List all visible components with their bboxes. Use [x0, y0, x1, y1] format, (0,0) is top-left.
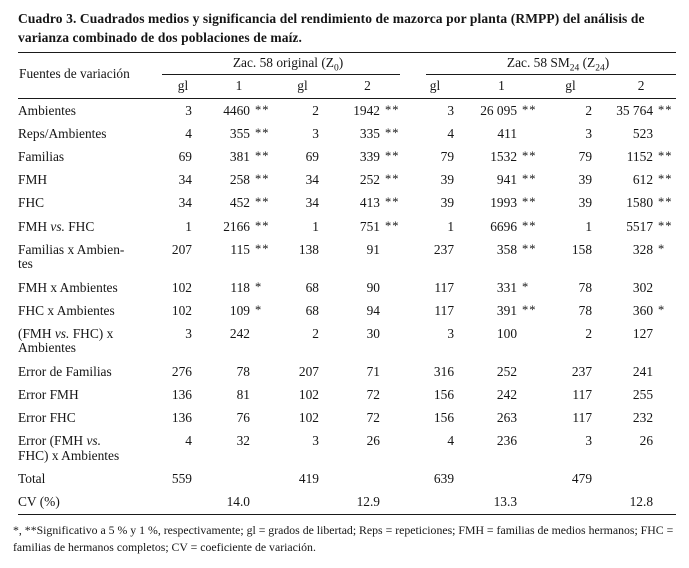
cell-sig: *: [255, 302, 263, 317]
cell-gl: 34: [178, 195, 192, 211]
cell-val: 1942: [353, 102, 380, 118]
cell-sig: [380, 276, 402, 299]
cell-val: 263: [496, 410, 518, 426]
cell-val: 71: [366, 363, 380, 379]
cell-sig: [653, 123, 676, 146]
cell-gl: 4: [185, 125, 192, 141]
subcol-gl: gl: [272, 75, 319, 99]
cell-gl: 4: [447, 433, 455, 449]
cell-sig: [517, 323, 535, 361]
cell-sig: **: [658, 102, 673, 117]
cell-gl: 1: [447, 218, 455, 234]
cell-gl: 69: [178, 148, 192, 164]
cell-val: 1152: [626, 148, 654, 164]
cell-sig: **: [658, 195, 673, 210]
cell-gl: 78: [578, 279, 593, 295]
cell-sig: [653, 323, 676, 361]
cell-sig: **: [658, 218, 673, 233]
cell-sig: [653, 430, 676, 468]
table-caption: Cuadro 3. Cuadrados medios y significancia del rendimiento de mazorca por planta (RMPP) del análisis de varianza combinado de dos poblaciones de maíz.: [18, 11, 645, 46]
cell-sig: **: [255, 195, 270, 210]
subcol-env2: 2: [592, 75, 676, 99]
cell-gl: 559: [171, 471, 192, 487]
cell-sig: [250, 491, 272, 515]
cell-sig: *: [658, 241, 666, 256]
cell-sig: *: [255, 279, 263, 294]
cell-gl: 136: [171, 386, 192, 402]
cell-gl: 39: [440, 195, 455, 211]
cell-gl: 102: [298, 386, 319, 402]
cell-gl: 639: [433, 471, 455, 487]
group-header-z24: [402, 53, 676, 76]
cell-val: 355: [229, 125, 250, 141]
cell-val: 339: [359, 148, 380, 164]
cell-val: 358: [496, 241, 518, 257]
cell-val: 612: [632, 172, 654, 188]
cell-gl: 4: [185, 433, 192, 449]
anova-table: [18, 52, 676, 515]
cell-val: 411: [497, 125, 518, 141]
cell-sig: **: [255, 172, 270, 187]
cell-sig: [380, 384, 402, 407]
row-label: FHC: [18, 195, 45, 211]
cell-val: 6696: [490, 218, 518, 234]
cell-val: 523: [632, 125, 654, 141]
cell-val: 242: [229, 325, 250, 341]
cell-gl: 117: [572, 386, 593, 402]
cell-val: 751: [359, 218, 380, 234]
cell-sig: [250, 360, 272, 383]
cell-sig: **: [385, 125, 400, 140]
cell-gl: [160, 491, 192, 515]
cell-val: 26 095: [480, 102, 518, 118]
cell-val: 12.9: [356, 494, 380, 510]
cell-sig: [517, 430, 535, 468]
table-row: [18, 238, 676, 276]
cell-sig: [517, 407, 535, 430]
cell-val: 118: [230, 279, 250, 295]
cell-sig: **: [658, 148, 673, 163]
cell-sig: **: [385, 218, 400, 233]
row-label: Error (FMH vs. FHC) x Ambientes: [18, 433, 120, 463]
cell-gl: [402, 491, 454, 515]
cell-gl: 138: [298, 241, 319, 257]
cell-val: 30: [366, 325, 380, 341]
cell-val: 32: [236, 433, 250, 449]
subcol-gl: gl: [160, 75, 192, 99]
cell-gl: 68: [305, 302, 319, 318]
cell-gl: 39: [578, 172, 593, 188]
row-label: Reps/Ambientes: [18, 125, 107, 141]
cell-val: 232: [632, 410, 654, 426]
row-label: Error de Familias: [18, 363, 112, 379]
cell-val: 335: [359, 125, 380, 141]
cell-gl: 79: [440, 148, 455, 164]
cell-gl: 207: [298, 363, 319, 379]
cell-val: 1580: [626, 195, 654, 211]
cell-sig: **: [522, 148, 537, 163]
cell-sig: [380, 430, 402, 468]
cell-gl: 117: [572, 410, 593, 426]
cell-sig: *: [522, 279, 530, 294]
cell-sig: *: [658, 302, 666, 317]
cell-gl: 207: [171, 241, 192, 257]
cell-sig: [250, 468, 272, 491]
cell-val: 252: [496, 363, 518, 379]
cell-sig: **: [522, 241, 537, 256]
row-label: FHC x Ambientes: [18, 302, 115, 318]
cell-gl: 1: [312, 218, 319, 234]
cell-val: 90: [366, 279, 380, 295]
cell-val: 12.8: [629, 494, 654, 510]
cell-val: 381: [229, 148, 250, 164]
cell-val: [192, 468, 250, 491]
cell-val: 109: [229, 302, 250, 318]
cell-sig: **: [522, 218, 537, 233]
cell-gl: [272, 491, 319, 515]
cell-sig: [250, 323, 272, 361]
cell-gl: 316: [433, 363, 455, 379]
cell-sig: [517, 123, 535, 146]
row-label: Familias: [18, 148, 65, 164]
cell-gl: 3: [447, 325, 455, 341]
cell-gl: 3: [585, 125, 593, 141]
cell-gl: 79: [578, 148, 593, 164]
table-row: [18, 169, 676, 192]
cell-sig: [250, 384, 272, 407]
cell-val: 14.0: [226, 494, 250, 510]
cell-sig: [517, 468, 535, 491]
table-row: [18, 146, 676, 169]
cell-val: [592, 468, 653, 491]
cell-sig: **: [255, 102, 270, 117]
cell-sig: [653, 491, 676, 515]
cell-sig: [517, 360, 535, 383]
table-row: [18, 276, 676, 299]
cell-sig: [380, 299, 402, 322]
cell-sig: [517, 491, 535, 515]
cell-gl: 78: [578, 302, 593, 318]
cell-sig: **: [522, 172, 537, 187]
cell-gl: 117: [434, 302, 455, 318]
cell-val: 360: [632, 302, 654, 318]
cell-val: 72: [366, 386, 380, 402]
cell-gl: 156: [433, 386, 455, 402]
cell-val: 72: [366, 410, 380, 426]
table-row: [18, 323, 676, 361]
cell-gl: 4: [447, 125, 455, 141]
cell-val: 78: [236, 363, 250, 379]
subcol-env2: 2: [319, 75, 402, 99]
cell-val: 258: [229, 172, 250, 188]
subcol-env1: 1: [454, 75, 535, 99]
cell-gl: 158: [571, 241, 593, 257]
cell-gl: 136: [171, 410, 192, 426]
group-header-z0: [160, 53, 402, 76]
group-header-z24-text: Zac. 58 $SM_{24}$ $(Z_{24})$: [426, 55, 676, 75]
cell-sig: **: [385, 195, 400, 210]
table-row: [18, 430, 676, 468]
cell-gl: 2: [312, 325, 319, 341]
cell-val: 331: [496, 279, 518, 295]
cell-gl: 156: [433, 410, 455, 426]
cell-gl: 3: [447, 102, 455, 118]
row-label: FMH x Ambientes: [18, 279, 118, 295]
cell-sig: **: [385, 102, 400, 117]
row-label: Error FMH: [18, 386, 79, 402]
cell-gl: 34: [305, 195, 319, 211]
row-label: (FMH vs. FHC) x Ambientes: [18, 325, 114, 356]
cell-gl: 69: [305, 148, 319, 164]
cell-gl: 1: [585, 218, 593, 234]
cell-val: 2166: [223, 218, 250, 234]
cell-gl: 34: [305, 172, 319, 188]
cell-val: 115: [230, 241, 250, 257]
cell-val: 5517: [626, 218, 654, 234]
subcol-gl: gl: [402, 75, 454, 99]
cell-gl: 3: [585, 433, 593, 449]
table-row: [18, 491, 676, 515]
cell-sig: [380, 468, 402, 491]
cell-val: 76: [236, 410, 250, 426]
cell-sig: **: [385, 148, 400, 163]
cell-sig: [250, 407, 272, 430]
table-row: [18, 299, 676, 322]
cell-gl: 2: [585, 325, 593, 341]
table-footnote: *, **Significativo a 5 % y 1 %, respectivamente; gl = grados de libertad; Reps = repeticiones; FMH = familias de medios hermanos; FHC = familias de hermanos completos; CV = coeficiente de variación.: [13, 523, 674, 555]
cell-gl: 3: [312, 125, 319, 141]
group-header-z0-text: Zac. 58 original $(Z_0)$: [162, 55, 400, 75]
cell-sig: **: [255, 125, 270, 140]
table-row: [18, 384, 676, 407]
cell-sig: [653, 407, 676, 430]
row-label: Total: [18, 471, 46, 487]
cell-val: 4460: [223, 102, 250, 118]
cell-sig: [380, 491, 402, 515]
cell-sig: [653, 468, 676, 491]
cell-gl: 237: [433, 241, 455, 257]
cell-val: 26: [366, 433, 380, 449]
stub-header: Fuentes de variación: [18, 53, 160, 99]
row-label: Familias x Ambien- tes: [18, 241, 125, 272]
row-label: FMH vs. FHC: [18, 218, 95, 234]
cell-val: 302: [632, 279, 654, 295]
table-row: [18, 215, 676, 238]
cell-gl: 34: [178, 172, 192, 188]
table-row: [18, 407, 676, 430]
cell-sig: [380, 238, 402, 276]
cell-sig: **: [658, 172, 673, 187]
cell-val: 452: [229, 195, 250, 211]
row-label: FMH: [18, 172, 48, 188]
cell-val: 81: [236, 386, 250, 402]
cell-gl: 117: [434, 279, 455, 295]
cell-val: 391: [496, 302, 518, 318]
cell-val: 242: [496, 386, 518, 402]
cell-gl: 1: [185, 218, 192, 234]
table-row: [18, 123, 676, 146]
cell-sig: **: [255, 218, 270, 233]
cell-gl: 2: [585, 102, 593, 118]
subcol-gl: gl: [535, 75, 592, 99]
cell-val: [319, 468, 380, 491]
table-row: [18, 99, 676, 123]
cell-gl: 102: [298, 410, 319, 426]
cell-sig: **: [255, 241, 270, 256]
cell-val: 26: [639, 433, 654, 449]
cell-gl: 237: [571, 363, 593, 379]
cell-sig: [380, 360, 402, 383]
cell-val: 236: [496, 433, 518, 449]
row-label: CV (%): [18, 494, 60, 510]
cell-val: [454, 468, 517, 491]
cell-val: 1532: [490, 148, 518, 164]
cell-val: 13.3: [493, 494, 518, 510]
cell-sig: **: [385, 172, 400, 187]
cell-gl: 2: [312, 102, 319, 118]
cell-sig: **: [522, 195, 537, 210]
table-row: [18, 468, 676, 491]
group-header-row: [18, 53, 676, 76]
cell-sig: [380, 407, 402, 430]
cell-gl: 3: [185, 102, 192, 118]
cell-val: 100: [496, 325, 518, 341]
cell-val: 94: [366, 302, 380, 318]
cell-val: 328: [632, 241, 654, 257]
cell-gl: 3: [185, 325, 192, 341]
cell-sig: **: [522, 302, 537, 317]
cell-val: 241: [632, 363, 654, 379]
cell-val: 91: [366, 241, 380, 257]
cell-val: 941: [496, 172, 518, 188]
cell-gl: [535, 491, 592, 515]
cell-val: 1993: [490, 195, 518, 211]
cell-val: 35 764: [616, 102, 654, 118]
cell-val: 252: [359, 172, 380, 188]
table-row: [18, 192, 676, 215]
cell-gl: 39: [440, 172, 455, 188]
cell-sig: **: [522, 102, 537, 117]
cell-sig: **: [255, 148, 270, 163]
cell-gl: 3: [312, 433, 319, 449]
row-label: Ambientes: [18, 102, 77, 118]
subcol-env1: 1: [192, 75, 272, 99]
cell-sig: [653, 384, 676, 407]
cell-val: 413: [359, 195, 380, 211]
cell-val: 255: [632, 386, 654, 402]
row-label: Error FHC: [18, 410, 76, 426]
cell-gl: 68: [305, 279, 319, 295]
table-body: [18, 99, 676, 515]
cell-gl: 102: [171, 302, 192, 318]
cell-gl: 276: [171, 363, 192, 379]
cell-gl: 479: [571, 471, 593, 487]
cell-gl: 39: [578, 195, 593, 211]
cell-sig: [653, 360, 676, 383]
table-row: [18, 360, 676, 383]
cell-gl: 419: [298, 471, 319, 487]
cell-sig: [250, 430, 272, 468]
cell-sig: [517, 384, 535, 407]
cell-sig: [380, 323, 402, 361]
cell-val: 127: [632, 325, 654, 341]
cell-gl: 102: [171, 279, 192, 295]
cell-sig: [653, 276, 676, 299]
